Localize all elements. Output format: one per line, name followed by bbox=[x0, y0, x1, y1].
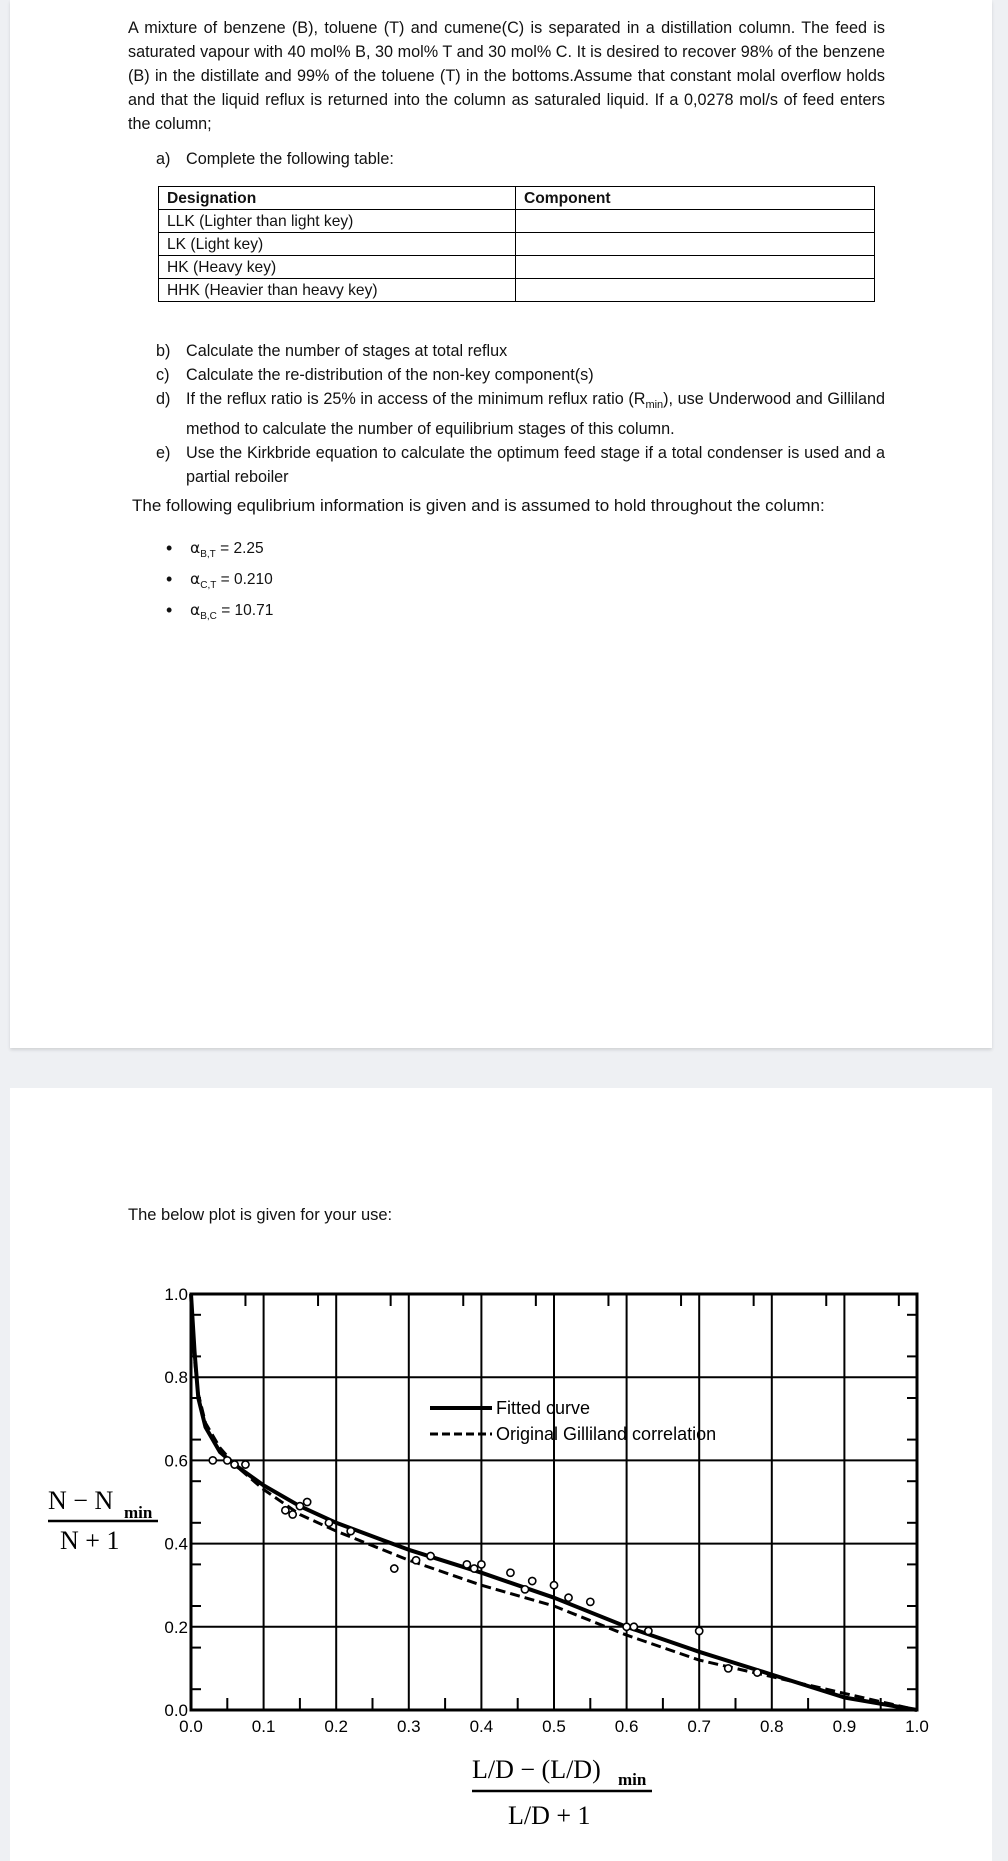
data-point-marker bbox=[231, 1461, 238, 1468]
question-text: Calculate the re-distribution of the non-key component(s) bbox=[186, 366, 594, 384]
data-point-marker bbox=[754, 1669, 761, 1676]
alpha-subscript: B,C bbox=[200, 611, 217, 623]
data-point-marker bbox=[630, 1623, 637, 1630]
y-tick-label: 1.0 bbox=[164, 1285, 188, 1304]
data-point-marker bbox=[507, 1569, 514, 1576]
y-tick-label: 0.8 bbox=[164, 1368, 188, 1388]
data-point-marker bbox=[325, 1519, 332, 1526]
question-text bbox=[186, 390, 885, 438]
x-tick-label: 0.7 bbox=[687, 1717, 712, 1736]
header-designation: Designation bbox=[159, 187, 516, 210]
legend-label-original: Original Gilliland correlation bbox=[496, 1424, 717, 1444]
table-row bbox=[159, 279, 875, 302]
gilliland-chart bbox=[10, 1088, 992, 1861]
data-point-marker bbox=[296, 1503, 303, 1510]
table-row bbox=[159, 210, 875, 233]
data-point-marker bbox=[587, 1598, 594, 1605]
component-cell bbox=[516, 233, 875, 256]
data-point-marker bbox=[529, 1577, 536, 1584]
rmin-subscript: min bbox=[645, 399, 664, 412]
data-point-marker bbox=[463, 1561, 470, 1568]
x-axis-label-subscript: min bbox=[618, 1770, 647, 1789]
component-cell bbox=[516, 279, 875, 302]
part-a-label: a) bbox=[156, 150, 171, 168]
table-row bbox=[159, 233, 875, 256]
header-component: Component bbox=[516, 187, 875, 210]
question-d bbox=[156, 387, 885, 441]
alpha-symbol: α bbox=[190, 601, 201, 620]
alpha-value: = 2.25 bbox=[220, 540, 264, 557]
designation-cell: HK (Heavy key) bbox=[159, 256, 516, 279]
question-text: Calculate the number of stages at total reflux bbox=[186, 342, 508, 360]
data-point-marker bbox=[282, 1507, 289, 1514]
data-point-marker bbox=[623, 1623, 630, 1630]
question-label: d) bbox=[156, 390, 171, 408]
x-axis-label-denominator: L/D + 1 bbox=[508, 1801, 591, 1830]
designation-table bbox=[158, 186, 875, 302]
alpha-symbol: α bbox=[190, 539, 201, 557]
x-tick-label: 0.0 bbox=[179, 1717, 203, 1736]
data-point-marker bbox=[521, 1586, 528, 1593]
table-header-row bbox=[159, 187, 875, 210]
question-text-part: ), use Underwood and Gilliland method to calculate the number of equilibrium stages of this column. bbox=[186, 390, 885, 439]
x-tick-label: 0.5 bbox=[542, 1717, 566, 1736]
question-b bbox=[156, 339, 885, 363]
data-point-marker bbox=[304, 1498, 311, 1505]
problem-statement: A mixture of benzene (B), toluene (T) and cumene(C) is separated in a distillation column. The feed is saturated vapour with 40 mol% B, 30 mol% T and 30 mol% C. It is desired to recover 98% of the benzene (B) in the distillate and 99% of the toluene (T) in the bottoms.Assume that constant molal overflow holds and that the liquid reflux is returned into the column as saturaled liquid. If a 0,0278 mol/s of feed enters the column; bbox=[128, 19, 885, 133]
x-tick-label: 0.3 bbox=[396, 1717, 421, 1736]
data-point-marker bbox=[391, 1565, 398, 1572]
x-tick-label: 0.6 bbox=[614, 1717, 639, 1736]
y-tick-label: 0.0 bbox=[164, 1701, 188, 1720]
data-point-marker bbox=[478, 1561, 485, 1568]
x-tick-label: 1.0 bbox=[905, 1717, 929, 1736]
alpha-value: = 0.210 bbox=[220, 571, 273, 589]
document-page-1 bbox=[10, 0, 992, 1048]
question-e bbox=[156, 441, 885, 489]
data-point-marker bbox=[242, 1461, 249, 1468]
question-list bbox=[156, 339, 885, 489]
data-point-marker bbox=[696, 1627, 703, 1634]
designation-cell: LLK (Lighter than light key) bbox=[159, 210, 516, 233]
component-cell bbox=[516, 256, 875, 279]
document-page-2 bbox=[10, 1088, 992, 1861]
data-point-marker bbox=[565, 1594, 572, 1601]
data-point-marker bbox=[427, 1552, 434, 1559]
question-text: Use the Kirkbride equation to calculate the optimum feed stage if a total condenser is used and a partial reboiler bbox=[186, 444, 885, 487]
x-tick-label: 0.8 bbox=[759, 1717, 784, 1736]
data-point-marker bbox=[725, 1665, 732, 1672]
equilibrium-intro: The following equlibrium information is given and is assumed to hold throughout the column: bbox=[132, 496, 825, 515]
designation-cell: LK (Light key) bbox=[159, 233, 516, 256]
alpha-item bbox=[158, 598, 273, 629]
y-axis-label-subscript: min bbox=[124, 1503, 153, 1522]
y-axis-label-denominator: N + 1 bbox=[60, 1526, 120, 1555]
designation-cell: HHK (Heavier than heavy key) bbox=[159, 279, 516, 302]
alpha-list bbox=[158, 536, 273, 629]
alpha-subscript: C,T bbox=[200, 580, 217, 592]
alpha-value: = 10.71 bbox=[221, 602, 274, 620]
part-a bbox=[156, 150, 394, 169]
x-tick-label: 0.4 bbox=[469, 1717, 494, 1736]
y-tick-label: 0.6 bbox=[164, 1451, 188, 1471]
question-label: e) bbox=[156, 444, 171, 463]
plot-intro: The below plot is given for your use: bbox=[128, 1206, 393, 1224]
question-c bbox=[156, 363, 885, 387]
alpha-symbol: α bbox=[190, 570, 201, 589]
question-label: c) bbox=[156, 366, 170, 384]
part-a-text: Complete the following table: bbox=[186, 150, 394, 168]
component-cell bbox=[516, 210, 875, 233]
data-point-marker bbox=[645, 1627, 652, 1634]
alpha-subscript: B,T bbox=[200, 549, 216, 561]
data-point-marker bbox=[412, 1557, 419, 1564]
data-point-marker bbox=[550, 1582, 557, 1589]
alpha-item bbox=[158, 536, 273, 567]
legend-label-fitted: Fitted curve bbox=[496, 1398, 591, 1418]
data-point-marker bbox=[224, 1457, 231, 1464]
table-row bbox=[159, 256, 875, 279]
data-point-marker bbox=[209, 1457, 216, 1464]
y-tick-label: 0.4 bbox=[164, 1534, 188, 1554]
data-point-marker bbox=[289, 1511, 296, 1518]
data-point-marker bbox=[471, 1565, 478, 1572]
x-tick-label: 0.2 bbox=[324, 1717, 349, 1736]
x-tick-label: 0.1 bbox=[251, 1717, 276, 1736]
x-tick-label: 0.9 bbox=[832, 1717, 857, 1736]
question-label: b) bbox=[156, 342, 171, 360]
x-axis-label-numerator: L/D − (L/D) bbox=[472, 1755, 601, 1784]
question-text-part: If the reflux ratio is 25% in access of the minimum reflux ratio (R bbox=[186, 390, 646, 408]
alpha-item bbox=[158, 567, 273, 598]
y-axis-label-numerator: N − N bbox=[48, 1486, 114, 1515]
y-tick-label: 0.2 bbox=[164, 1617, 188, 1637]
data-point-marker bbox=[347, 1528, 354, 1535]
